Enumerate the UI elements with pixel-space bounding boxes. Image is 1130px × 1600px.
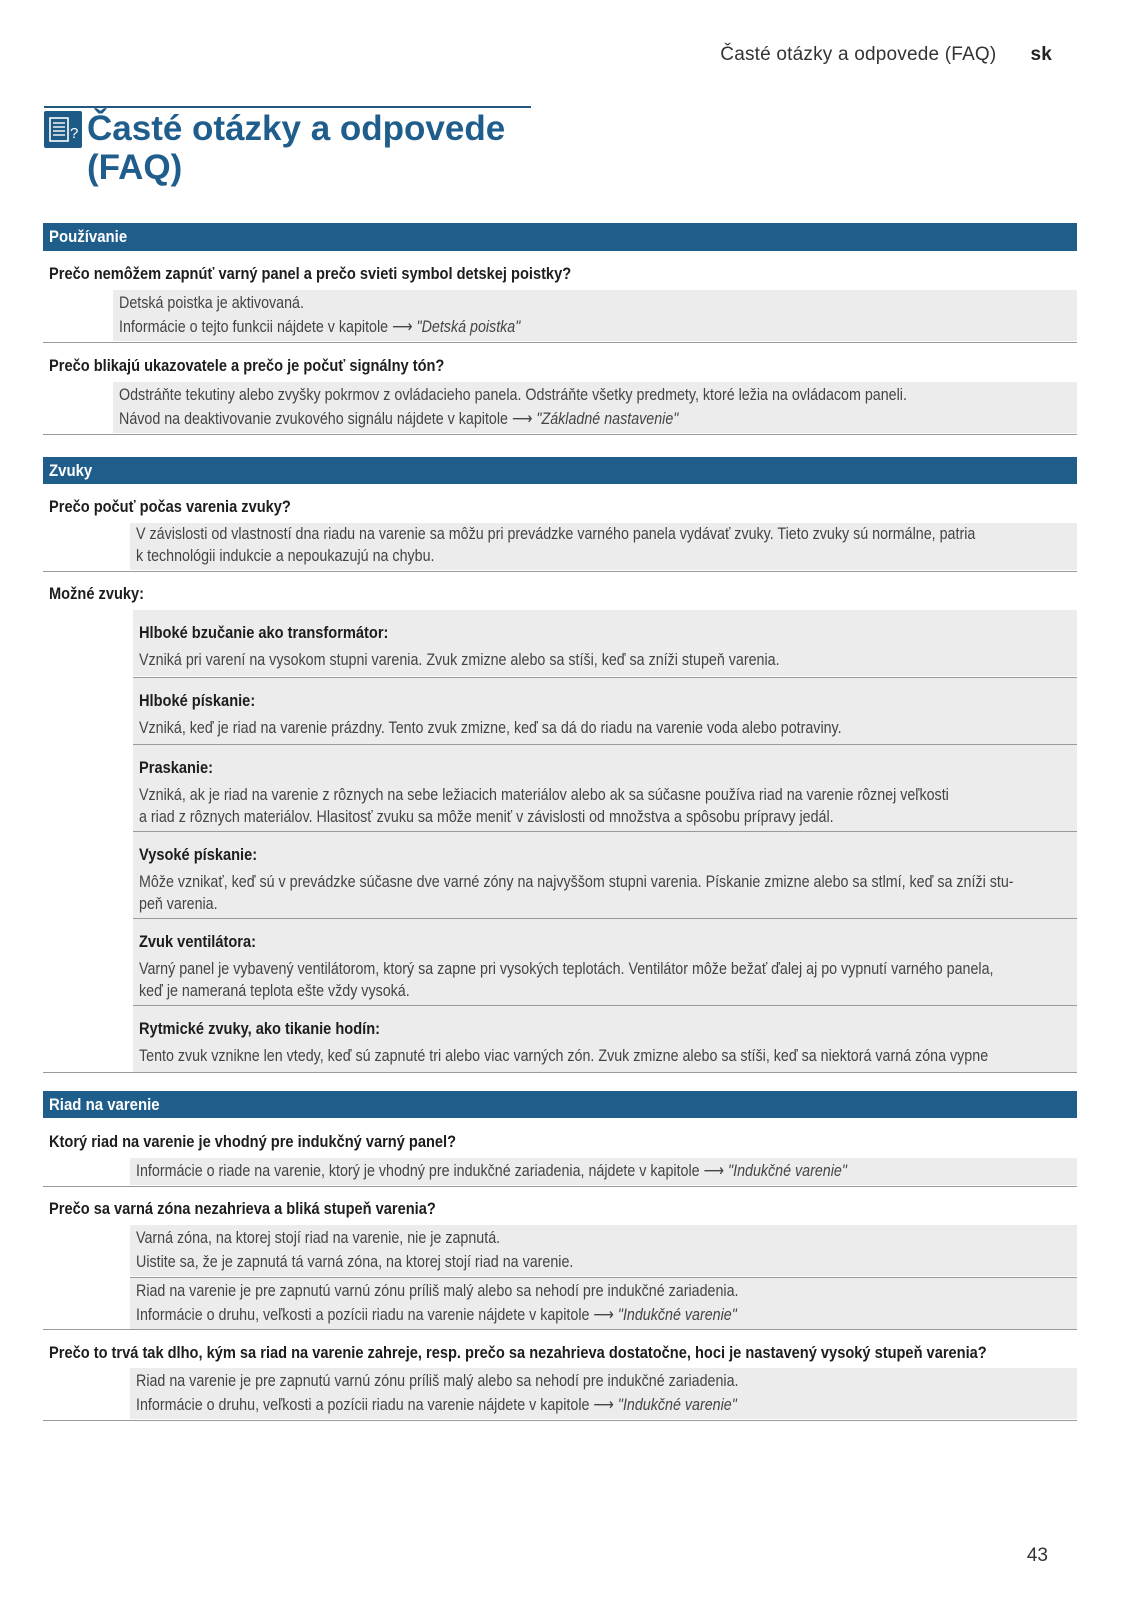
divider — [43, 1420, 1077, 1421]
divider — [43, 1329, 1077, 1330]
answer-block: Riad na varenie je pre zapnutú varnú zónu príliš malý alebo sa nehodí pre indukčné zariadenia. Informácie o druhu, veľkosti a pozícii riadu na varenie nájdete v kapitole ⟶ "Indukčné varenie" — [130, 1278, 1077, 1329]
running-title: Časté otázky a odpovede (FAQ) — [720, 44, 997, 65]
answer-block: Informácie o riade na varenie, ktorý je vhodný pre indukčné zariadenia, nájdete v kapitole ⟶ "Indukčné varenie" — [130, 1158, 1077, 1185]
answer-block: Varná zóna, na ktorej stojí riad na varenie, nie je zapnutá. Uistite sa, že je zapnutá tá varná zóna, na ktorej stojí riad na varenie. — [130, 1225, 1077, 1276]
question: Prečo nemôžem zapnúť varný panel a prečo svieti symbol detskej poistky? — [49, 264, 572, 283]
divider — [43, 342, 1077, 343]
page-title: Časté otázky a odpovede (FAQ) — [87, 109, 506, 187]
page-number: 43 — [1026, 1545, 1048, 1566]
answer-block: V závislosti od vlastností dna riadu na varenie sa môžu pri prevádzke varného panela vydávať zvuky. Tieto zvuky sú normálne, patria k technológii indukcie a nepoukazujú na chybu. — [130, 523, 1077, 570]
chapter-reference: "Indukčné varenie" — [728, 1161, 847, 1180]
sound-item: Hlboké pískanie: Vzniká, keď je riad na varenie prázdny. Tento zvuk zmizne, keď sa dá do riadu na varenie voda alebo potraviny. — [133, 678, 1077, 744]
question: Prečo blikajú ukazovatele a prečo je počuť signálny tón? — [49, 356, 445, 375]
section-header-zvuky: Zvuky — [43, 457, 1077, 484]
chapter-reference: "Detská poistka" — [416, 317, 521, 336]
answer-block: Riad na varenie je pre zapnutú varnú zónu príliš malý alebo sa nehodí pre indukčné zariadenia. Informácie o druhu, veľkosti a pozícii riadu na varenie nájdete v kapitole ⟶ "Indukčné varenie" — [130, 1368, 1077, 1419]
sound-item: Hlboké bzučanie ako transformátor: Vzniká pri varení na vysokom stupni varenia. Zvuk zmizne alebo sa stíši, keď sa zníži stupeň varenia. — [133, 610, 1077, 676]
divider — [43, 434, 1077, 435]
sound-item: Vysoké pískanie: Môže vznikať, keď sú v prevádzke súčasne dve varné zóny na najvyššom stupni varenia. Pískanie zmizne alebo sa stlmí, keď sa zníži stu- peň varenia. — [133, 832, 1077, 918]
language-code: sk — [1030, 44, 1052, 65]
chapter-reference: "Indukčné varenie" — [617, 1305, 737, 1324]
section-header-pouzivanie: Používanie — [43, 223, 1077, 251]
section-header-riad: Riad na varenie — [43, 1091, 1077, 1118]
question: Prečo to trvá tak dlho, kým sa riad na varenie zahreje, resp. prečo sa nezahrieva dostatočne, hoci je nastavený vysoký stupeň varenia? — [49, 1343, 987, 1362]
sound-item: Zvuk ventilátora: Varný panel je vybavený ventilátorom, ktorý sa zapne pri vysokých teplotách. Ventilátor môže bežať ďalej aj po vypnutí varného panela, keď je nameraná teplota ešte vždy vysoká. — [133, 919, 1077, 1005]
question: Prečo sa varná zóna nezahrieva a bliká stupeň varenia? — [49, 1199, 436, 1218]
faq-book-icon — [44, 111, 82, 148]
chapter-reference: "Základné nastavenie" — [536, 409, 679, 428]
question: Prečo počuť počas varenia zvuky? — [49, 497, 291, 516]
answer-block: Odstráňte tekutiny alebo zvyšky pokrmov z ovládacieho panela. Odstráňte všetky predmety, ktoré ležia na ovládacom paneli. Návod na deaktivovanie zvukového signálu nájdete v kapitole ⟶ "Základné nastavenie" — [113, 382, 1077, 433]
question: Ktorý riad na varenie je vhodný pre indukčný varný panel? — [49, 1132, 457, 1151]
divider — [43, 1072, 1077, 1073]
title-rule — [44, 106, 531, 108]
svg-text:?: ? — [70, 125, 79, 142]
possible-sounds-heading: Možné zvuky: — [49, 584, 145, 603]
divider — [43, 1186, 1077, 1187]
sound-item: Rytmické zvuky, ako tikanie hodín: Tento zvuk vznikne len vtedy, keď sú zapnuté tri alebo viac varných zón. Zvuk zmizne alebo sa stíši, keď sa niektorá varná zóna vypne — [133, 1006, 1077, 1072]
answer-block: Detská poistka je aktivovaná. Informácie o tejto funkcii nájdete v kapitole ⟶ "Detská poistka" — [113, 290, 1077, 341]
divider — [43, 571, 1077, 572]
running-header — [720, 44, 1052, 66]
chapter-reference: "Indukčné varenie" — [617, 1395, 737, 1414]
sound-item: Praskanie: Vzniká, ak je riad na varenie z rôznych na sebe ležiacich materiálov alebo ak sa súčasne používa riad na varenie rôznej veľkosti a riad z rôznych materiálov. Hlasitosť zvuku sa môže meniť v závislosti od množstva a spôsobu prípravy jedál. — [133, 745, 1077, 831]
